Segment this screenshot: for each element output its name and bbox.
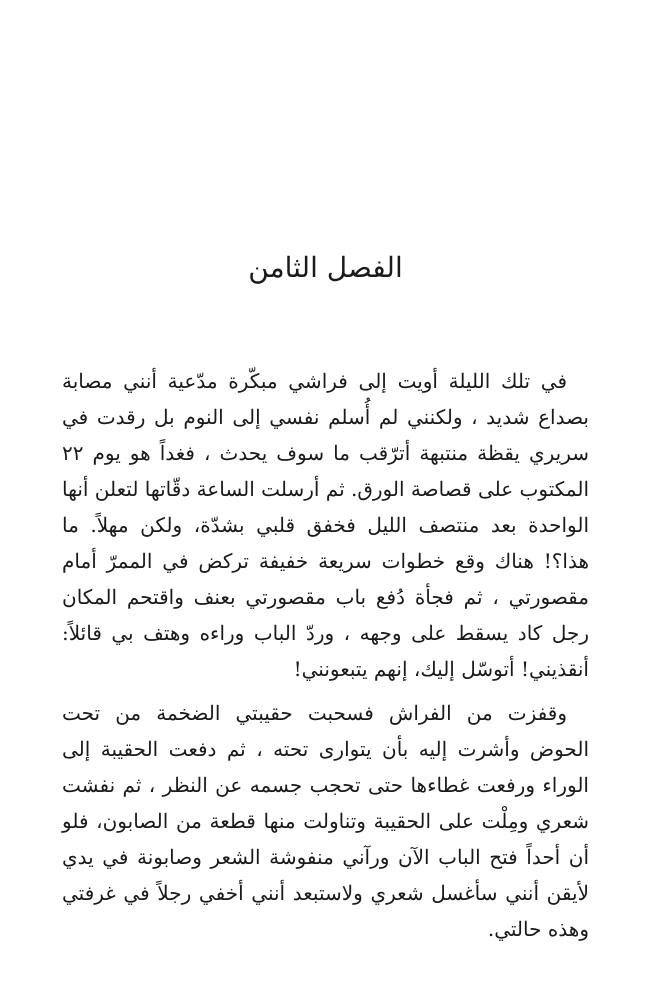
chapter-body — [62, 363, 589, 947]
paragraph-2: وقفزت من الفراش فسحبت حقيبتي الضخمة من تحت الحوض وأشرت إليه بأن يتوارى تحته ، ثم دفعت الحقيبة إلى الوراء ورفعت غطاءها حتى تحجب جسمه عن النظر ، ثم نفشت شعري ومِلْت على الحقيبة وتناولت منها قطعة من الصابون، فلو أن أحداً فتح الباب الآن ورآني منفوشة الشعر وصابونة في يدي لأيقن أنني سأغسل شعري ولاستبعد أنني أخفي رجلاً في غرفتي وهذه حالتي. — [62, 701, 590, 941]
chapter-title: الفصل الثامن — [248, 251, 403, 284]
paragraph-1: في تلك الليلة أويت إلى فراشي مبكّرة مدّعية أنني مصابة بصداع شديد ، ولكنني لم أُسلم نفسي إلى النوم بل رقدت في سريري يقظة منتبهة أترّقب ما سوف يحدث ، فغداً هو يوم ٢٢ المكتوب على قصاصة الورق. ثم أرسلت الساعة دقّاتها لتعلن أنها الواحدة بعد منتصف الليل فخفق قلبي بشدّة، ولكن مهلاً. ما هذا؟! هناك وقع خطوات سريعة خفيفة تركض في الممرّ أمام مقصورتي ، ثم فجأة دُفع باب مقصورتي بعنف واقتحم المكان رجل كاد يسقط على وجهه ، وردّ الباب وراءه وهتف بي قائلاً: أنقذيني! أتوسّل إليك، إنهم يتبعونني! — [62, 369, 589, 681]
